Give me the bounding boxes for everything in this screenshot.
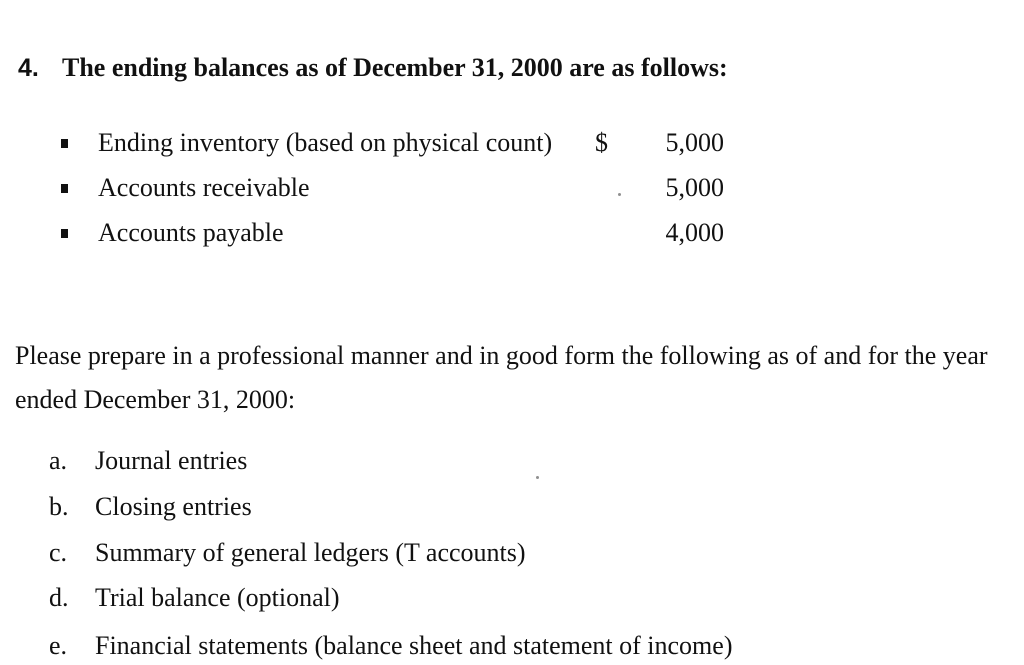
- question-number: 4.: [18, 54, 39, 83]
- deliverable-text: Journal entries: [95, 446, 248, 475]
- deliverable-letter: 1. a.: [49, 446, 68, 475]
- question-text: The ending balances as of December 31, 2000 are as follows:: [62, 53, 728, 83]
- deliverable-journal-entries: [0, 444, 1024, 478]
- deliverable-general-ledgers: [0, 536, 1024, 570]
- balance-value: 5,000: [665, 173, 724, 202]
- currency-symbol: $: [595, 128, 608, 157]
- balance-row-ending-inventory: [0, 126, 1024, 160]
- balance-value: 4,000: [665, 218, 724, 247]
- worksheet-page: [0, 16, 1024, 665]
- instruction-paragraph: Please prepare in a professional manner and in good form the following as of and for the year ended December 31, 2000:: [15, 341, 988, 414]
- balance-value: 5,000: [665, 128, 724, 157]
- deliverable-letter: 3. c.: [49, 538, 68, 567]
- deliverable-text: Trial balance (optional): [95, 583, 340, 612]
- balance-label: Ending inventory (based on physical count): [98, 128, 553, 157]
- balance-row-accounts-payable: [0, 216, 1024, 250]
- deliverable-letter: 5. e.: [49, 631, 68, 660]
- deliverable-letter: 4. d.: [49, 583, 69, 612]
- deliverable-financial-statements: [0, 629, 1024, 663]
- question-heading: [18, 51, 728, 85]
- balance-label: Accounts receivable: [98, 173, 310, 202]
- deliverable-letter: 2. b.: [49, 492, 69, 521]
- deliverable-text: Financial statements (balance sheet and statement of income): [95, 631, 733, 660]
- deliverable-text: Summary of general ledgers (T accounts): [95, 538, 526, 567]
- deliverable-closing-entries: [0, 490, 1024, 524]
- balance-label: Accounts payable: [98, 218, 284, 247]
- balance-row-accounts-receivable: [0, 171, 1024, 205]
- square-bullet-icon: [61, 184, 68, 193]
- scan-mark: [618, 193, 621, 196]
- square-bullet-icon: [61, 139, 68, 148]
- scan-mark: [536, 476, 539, 479]
- square-bullet-icon: [61, 229, 68, 238]
- deliverable-trial-balance: [0, 581, 1024, 615]
- deliverable-text: Closing entries: [95, 492, 252, 521]
